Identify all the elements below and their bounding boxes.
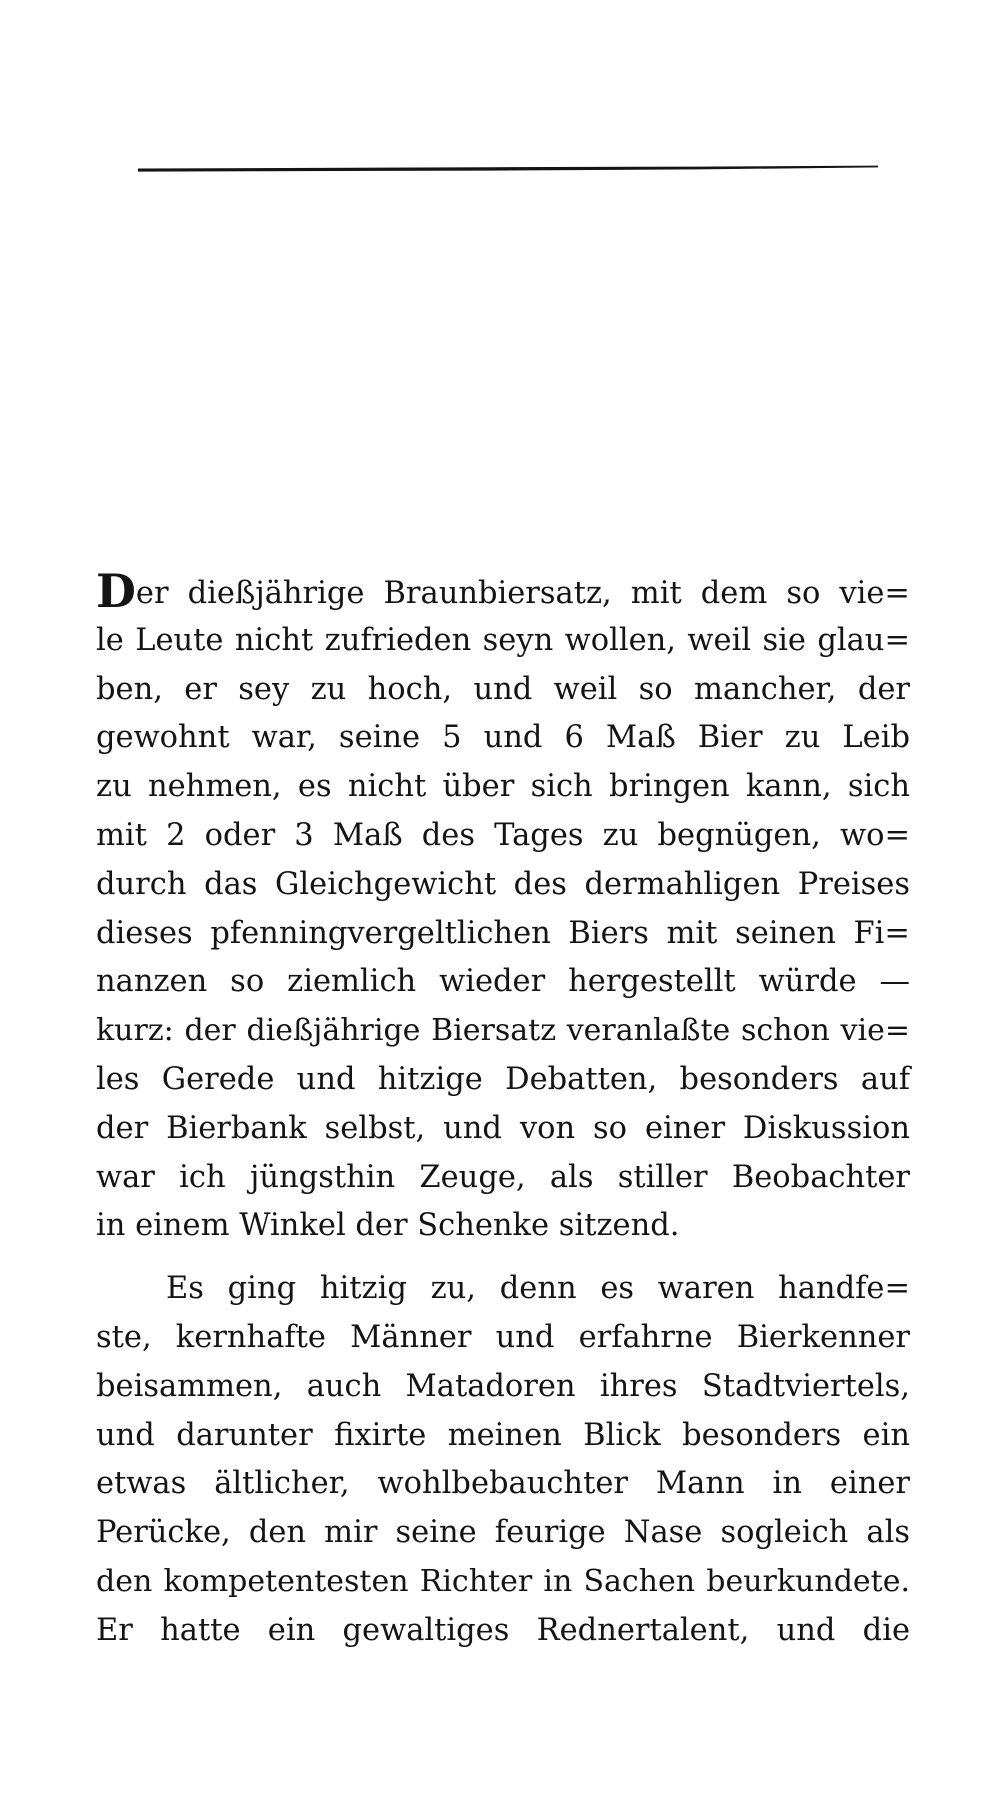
text-line: nanzen so ziemlich wieder hergestellt würde — — [96, 964, 910, 1000]
drop-initial: D — [96, 564, 136, 618]
text-line: in einem Winkel der Schenke sitzend. — [96, 1208, 680, 1244]
text-line: les Gerede und hitzige Debatten, besonders auf — [96, 1061, 910, 1097]
text-line: der Bierbank selbst, und von so einer Diskussion — [96, 1110, 910, 1146]
text-line: Er hatte ein gewaltiges Rednertalent, und die — [96, 1612, 910, 1648]
text-line: zu nehmen, es nicht über sich bringen kann, sich — [96, 769, 910, 805]
header-rule-line — [138, 160, 878, 176]
text-line: gewohnt war, seine 5 und 6 Maß Bier zu Leib — [96, 720, 910, 756]
text-line: durch das Gleichgewicht des dermahligen Preises — [96, 866, 910, 902]
text-line: etwas ältlicher, wohlbebauchter Mann in einer — [96, 1466, 910, 1502]
text-line: war ich jüngsthin Zeuge, als stiller Beobachter — [96, 1159, 910, 1195]
text-line: den kompetentesten Richter in Sachen beurkundete. — [96, 1563, 910, 1599]
text-line: mit 2 oder 3 Maß des Tages zu begnügen, wo= — [96, 817, 910, 853]
text-line: und darunter fixirte meinen Blick besonders ein — [96, 1417, 910, 1453]
text-line: dieses pfenningvergeltlichen Biers mit seinen Fi= — [96, 915, 910, 951]
text-line — [96, 564, 910, 618]
text-line: Es ging hitzig zu, denn es waren handfe= — [166, 1271, 910, 1307]
text-line: kurz: der dießjährige Biersatz veranlaßte schon vie= — [96, 1013, 910, 1049]
text-line: Perücke, den mir seine feurige Nase sogleich als — [96, 1515, 910, 1551]
body-text — [96, 564, 910, 1656]
text-line: beisammen, auch Matadoren ihres Stadtviertels, — [96, 1368, 910, 1404]
text-line: le Leute nicht zufrieden seyn wollen, weil sie glau= — [96, 622, 910, 658]
text-line: ben, er sey zu hoch, und weil so mancher, der — [96, 671, 910, 707]
text-line: ste, kernhafte Männer und erfahrne Bierkenner — [96, 1319, 910, 1355]
text-line-rest: er dießjährige Braunbiersatz, mit dem so vie= — [135, 576, 910, 611]
paragraph-gap — [96, 1251, 910, 1265]
